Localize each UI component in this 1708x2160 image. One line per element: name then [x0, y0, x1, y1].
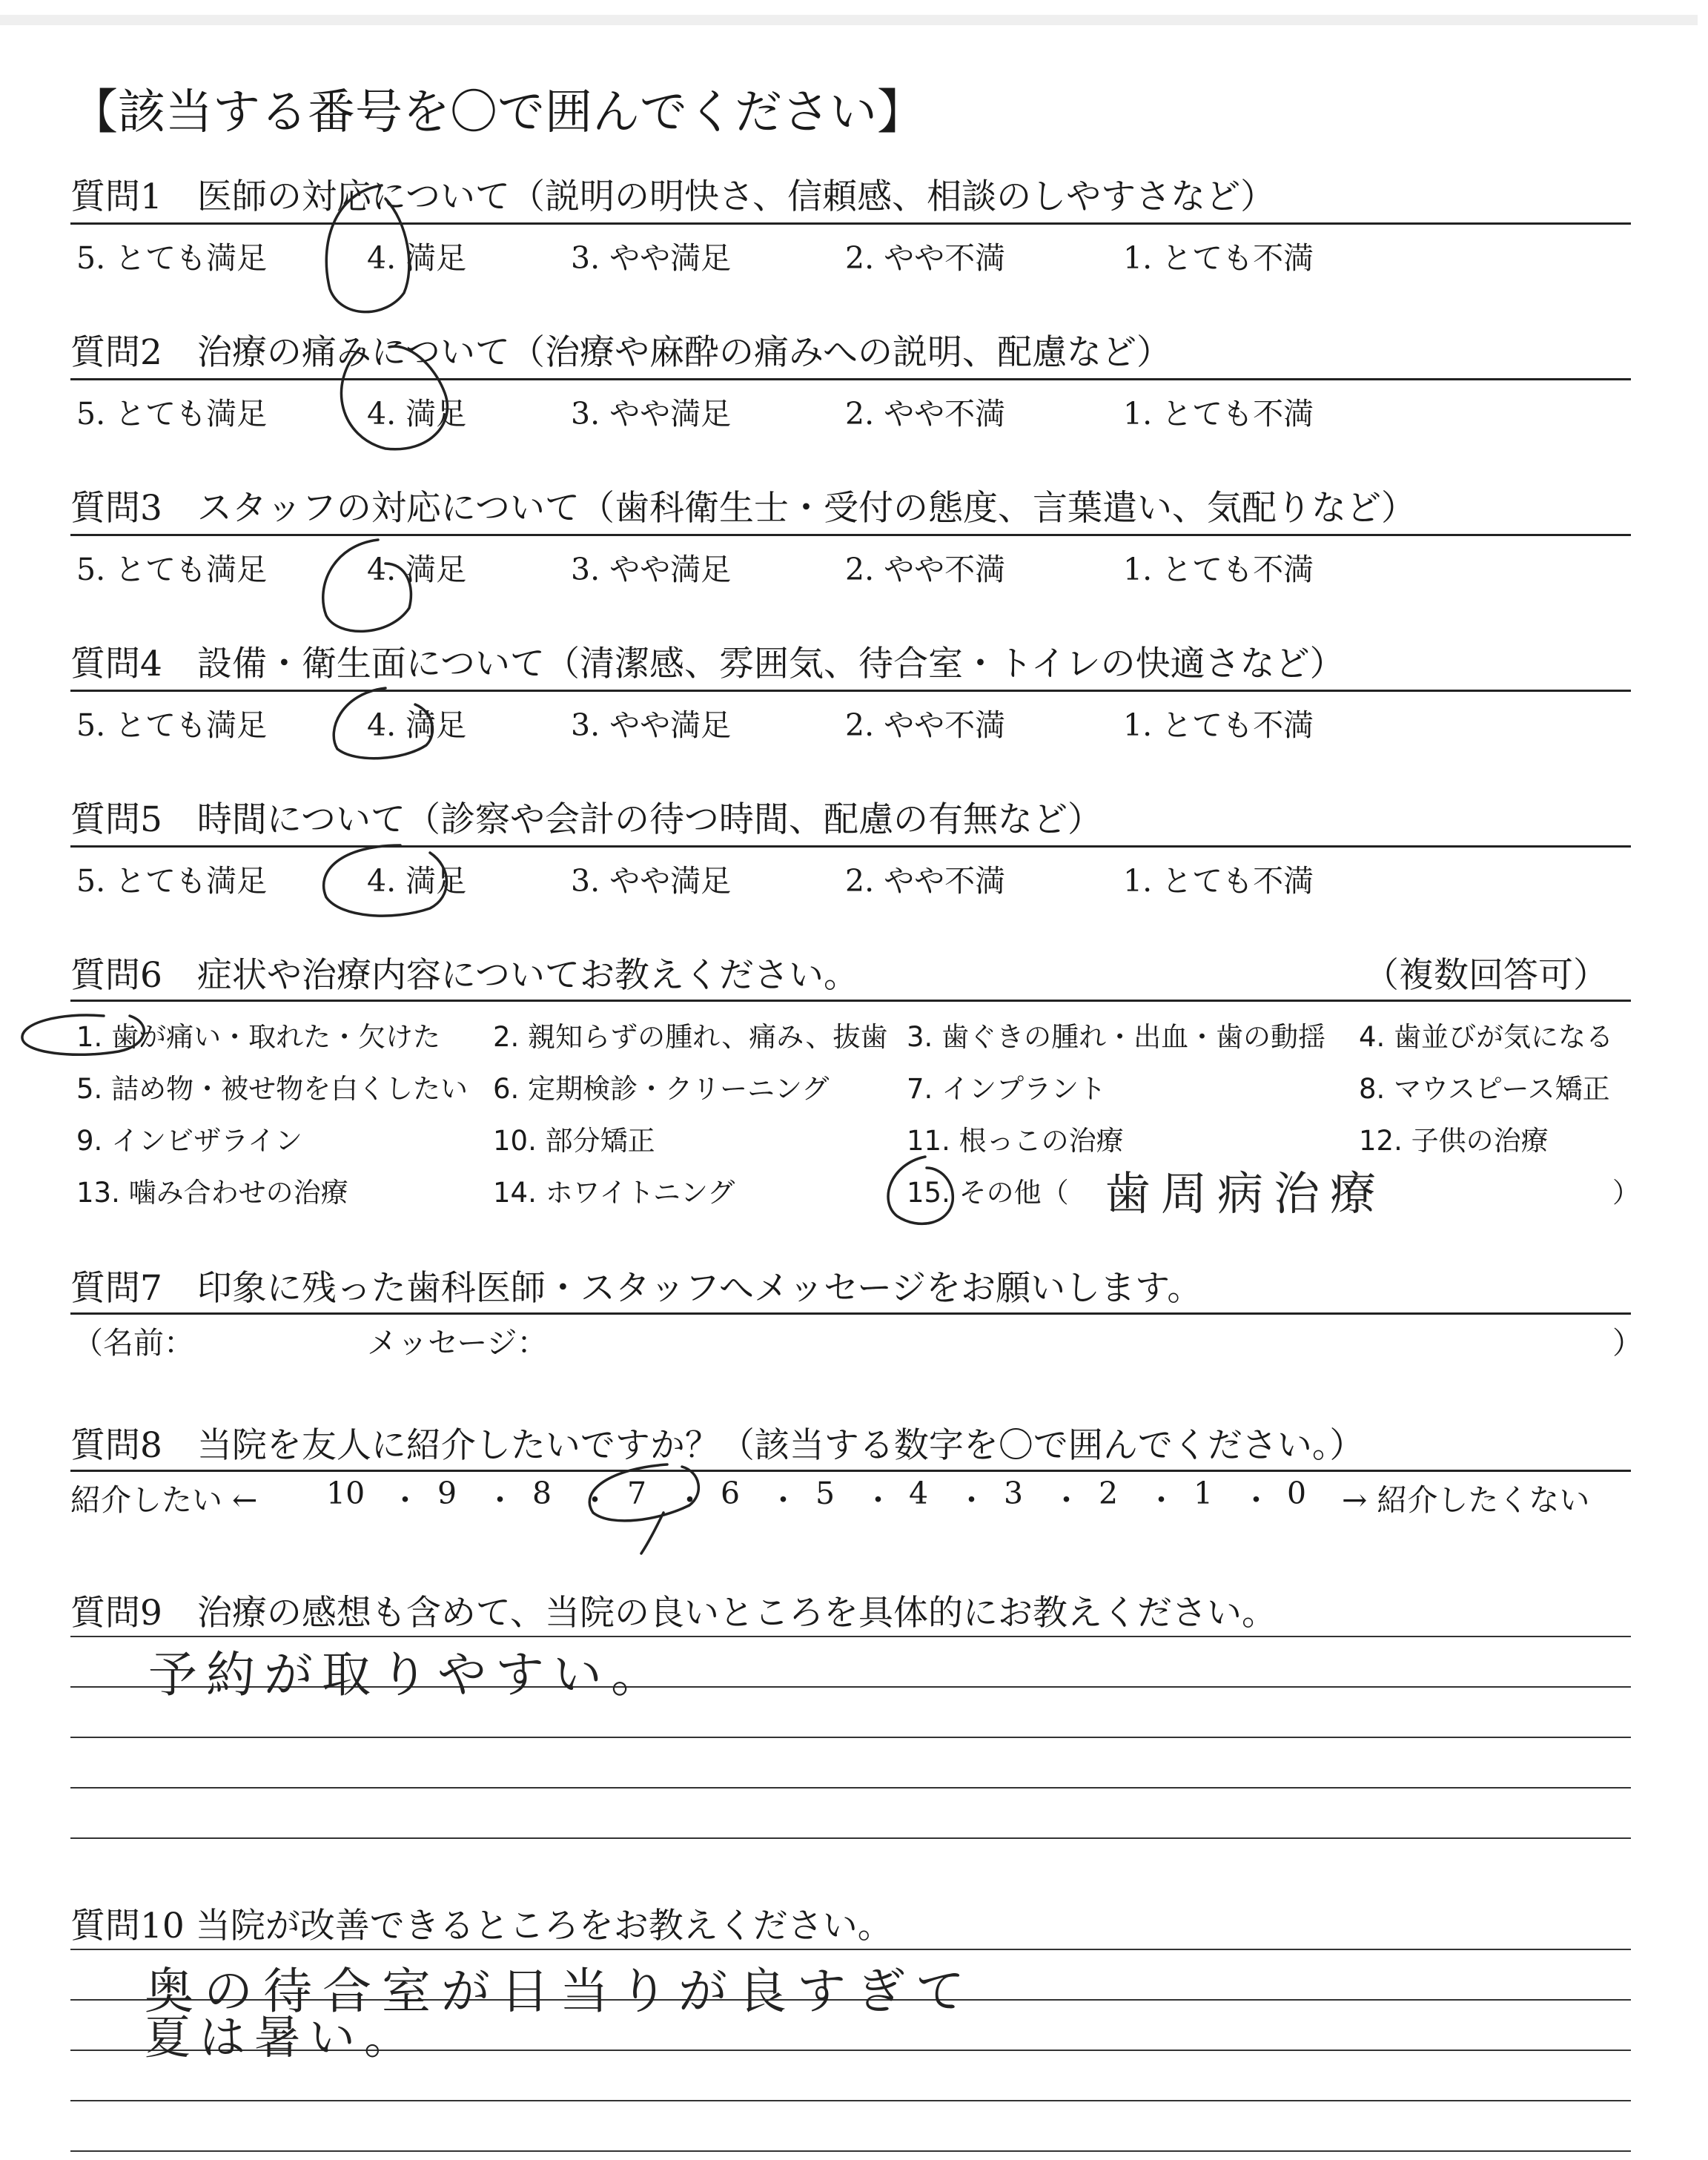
q6-item-14[interactable]: 14. ホワイトニング — [493, 1177, 735, 1209]
q8-scale-3[interactable]: 3 — [1004, 1476, 1024, 1511]
q6-note: （複数回答可） — [1364, 955, 1608, 996]
q4-option-2[interactable]: 2. やや不満 — [845, 707, 1006, 743]
q7-name-label: （名前： — [73, 1325, 194, 1361]
q8-scale-10[interactable]: 10 — [326, 1476, 365, 1511]
q8-dot: ・ — [1051, 1482, 1082, 1518]
q8-scale-7[interactable]: 7 — [627, 1476, 647, 1511]
q6-selection-circle-15 — [888, 1157, 953, 1223]
q6-item-6[interactable]: 6. 定期検診・クリーニング — [493, 1073, 830, 1105]
q5-selection-circle — [324, 845, 447, 916]
q5-option-5[interactable]: 5. とても満足 — [76, 863, 268, 899]
q3-option-5[interactable]: 5. とても満足 — [76, 552, 268, 587]
q8-scale-5[interactable]: 5 — [815, 1476, 835, 1511]
q3-option-3[interactable]: 3. やや満足 — [571, 552, 732, 587]
q7-title: 質問7 印象に残った歯科医師・スタッフへメッセージをお願いします。 — [70, 1268, 1202, 1309]
q8-selection-circle — [589, 1464, 698, 1553]
q6-item-15[interactable]: 15. その他（ — [907, 1177, 1069, 1209]
q8-scale-9[interactable]: 9 — [437, 1476, 457, 1511]
q6-item-11[interactable]: 11. 根っこの治療 — [907, 1125, 1124, 1157]
q1-option-3[interactable]: 3. やや満足 — [571, 240, 732, 276]
q3-option-2[interactable]: 2. やや不満 — [845, 552, 1006, 587]
q6-item-2[interactable]: 2. 親知らずの腫れ、痛み、抜歯 — [493, 1021, 888, 1053]
q6-item-12[interactable]: 12. 子供の治療 — [1359, 1125, 1549, 1157]
q1-title: 質問1 医師の対応について（説明の明快さ、信頼感、相談のしやすさなど） — [70, 176, 1276, 217]
q6-item-8[interactable]: 8. マウスピース矯正 — [1359, 1073, 1610, 1105]
q6-item-7[interactable]: 7. インプラント — [907, 1073, 1107, 1105]
q10-answer-line2[interactable]: 夏は暑い。 — [145, 2010, 420, 2064]
q5-option-2[interactable]: 2. やや不満 — [845, 863, 1006, 899]
q7-close: ） — [1612, 1325, 1643, 1361]
form-header: 【該当する番号を〇で囲んでください】 — [70, 85, 924, 140]
q6-item-4[interactable]: 4. 歯並びが気になる — [1359, 1021, 1614, 1053]
q8-dot: ・ — [768, 1482, 798, 1518]
q8-scale-4[interactable]: 4 — [909, 1476, 929, 1511]
q6-item-10[interactable]: 10. 部分矯正 — [493, 1125, 655, 1157]
q1-option-5[interactable]: 5. とても満足 — [76, 240, 268, 276]
q6-item-1[interactable]: 1. 歯が痛い・取れた・欠けた — [76, 1021, 441, 1053]
q1-option-2[interactable]: 2. やや不満 — [845, 240, 1006, 276]
q6-item-9[interactable]: 9. インビザライン — [76, 1125, 302, 1157]
q3-option-1[interactable]: 1. とても不満 — [1123, 552, 1314, 587]
q8-dot: ・ — [675, 1482, 705, 1518]
q5-option-1[interactable]: 1. とても不満 — [1123, 863, 1314, 899]
q8-left-label: 紹介したい ← — [70, 1482, 258, 1518]
q8-dot: ・ — [1146, 1482, 1176, 1518]
q1-selection-circle — [326, 185, 409, 312]
q10-answer-line1[interactable]: 奥の待合室が日当りが良すぎて — [145, 1963, 975, 2020]
q8-right-label: → 紹介したくない — [1342, 1482, 1590, 1518]
q3-selection-circle — [323, 540, 411, 631]
q4-option-5[interactable]: 5. とても満足 — [76, 707, 268, 743]
q2-option-5[interactable]: 5. とても満足 — [76, 396, 268, 432]
q6-item-13[interactable]: 13. 噛み合わせの治療 — [76, 1177, 348, 1209]
q4-title: 質問4 設備・衛生面について（清潔感、雰囲気、待合室・トイレの快適さなど） — [70, 644, 1345, 684]
q7-message-label: メッセージ： — [367, 1325, 548, 1361]
q2-option-2[interactable]: 2. やや不満 — [845, 396, 1006, 432]
q5-option-4[interactable]: 4. 満足 — [367, 863, 467, 899]
q5-option-3[interactable]: 3. やや満足 — [571, 863, 732, 899]
q6-other-close: ） — [1612, 1177, 1640, 1209]
q6-item-3[interactable]: 3. 歯ぐきの腫れ・出血・歯の動揺 — [907, 1021, 1326, 1053]
q8-scale-6[interactable]: 6 — [721, 1476, 741, 1511]
q2-option-3[interactable]: 3. やや満足 — [571, 396, 732, 432]
q8-dot: ・ — [1241, 1482, 1271, 1518]
q4-option-1[interactable]: 1. とても不満 — [1123, 707, 1314, 743]
q2-selection-circle — [341, 346, 447, 449]
q6-title: 質問6 症状や治療内容についてお教えください。 — [70, 955, 858, 996]
q9-answer[interactable]: 予約が取りやすい。 — [148, 1646, 669, 1703]
q4-option-4[interactable]: 4. 満足 — [367, 707, 467, 743]
q2-option-1[interactable]: 1. とても不満 — [1123, 396, 1314, 432]
q1-option-1[interactable]: 1. とても不満 — [1123, 240, 1314, 276]
q8-title: 質問8 当院を友人に紹介したいですか？（該当する数字を〇で囲んでください。） — [70, 1425, 1365, 1466]
q9-title: 質問9 治療の感想も含めて、当院の良いところを具体的にお教えください。 — [70, 1593, 1277, 1634]
q8-dot: ・ — [956, 1482, 987, 1518]
q8-scale-1[interactable]: 1 — [1194, 1476, 1214, 1511]
q6-item-5[interactable]: 5. 詰め物・被せ物を白くしたい — [76, 1073, 469, 1105]
q6-selection-circle-1 — [22, 1015, 144, 1054]
q10-title: 質問10 当院が改善できるところをお教えください。 — [70, 1906, 893, 1946]
q8-scale-2[interactable]: 2 — [1099, 1476, 1119, 1511]
q8-scale-8[interactable]: 8 — [532, 1476, 552, 1511]
q1-option-4[interactable]: 4. 満足 — [367, 240, 467, 276]
q8-dot: ・ — [863, 1482, 893, 1518]
q8-dot: ・ — [485, 1482, 515, 1518]
q2-title: 質問2 治療の痛みについて（治療や麻酔の痛みへの説明、配慮など） — [70, 332, 1172, 373]
q4-option-3[interactable]: 3. やや満足 — [571, 707, 732, 743]
q8-dot: ・ — [390, 1482, 420, 1518]
q6-other-answer[interactable]: 歯周病治療 — [1105, 1166, 1387, 1221]
q8-dot: ・ — [580, 1482, 610, 1518]
q4-selection-circle — [334, 688, 432, 759]
q5-title: 質問5 時間について（診察や会計の待つ時間、配慮の有無など） — [70, 799, 1102, 840]
q3-title: 質問3 スタッフの対応について（歯科衛生士・受付の態度、言葉遣い、気配りなど） — [70, 488, 1416, 529]
q3-option-4[interactable]: 4. 満足 — [367, 552, 467, 587]
q8-scale-0[interactable]: 0 — [1287, 1476, 1307, 1511]
q2-option-4[interactable]: 4. 満足 — [367, 396, 467, 432]
